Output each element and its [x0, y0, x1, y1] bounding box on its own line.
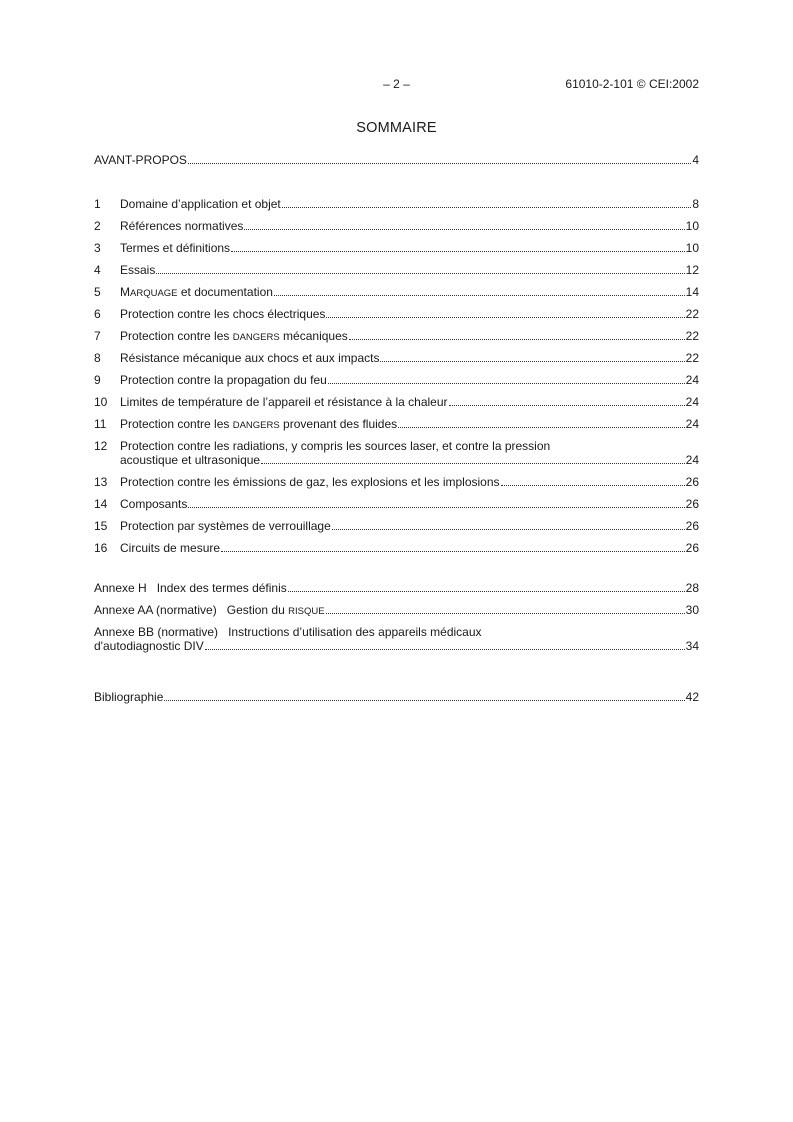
- toc-page-number: 4: [692, 153, 699, 167]
- toc-entry-text: Bibliographie: [94, 690, 164, 704]
- toc-annex-label: Annexe H: [94, 581, 147, 595]
- toc-entry-text: Circuits de mesure: [120, 541, 221, 555]
- toc-clause-number: 13: [94, 475, 108, 489]
- toc-text-smallcaps: DANGERS: [232, 332, 280, 343]
- toc-entry-clause-11[interactable]: [94, 417, 699, 439]
- toc-leader-dots: [349, 338, 685, 340]
- toc-leader-dots: [328, 382, 685, 384]
- toc-entry-text: [120, 285, 273, 301]
- toc-leader-dots: [326, 612, 685, 614]
- toc-entry-text-line2: acoustique et ultrasonique: [120, 453, 261, 467]
- toc-page-number: 42: [685, 690, 699, 704]
- page-header: [94, 77, 699, 93]
- toc-page-number: 14: [685, 285, 699, 299]
- toc-clause-number: 1: [94, 197, 101, 211]
- toc-page-number: 30: [685, 603, 699, 617]
- toc-page-number: 10: [685, 241, 699, 255]
- toc-entry-text: Limites de température de l’appareil et résistance à la chaleur: [120, 395, 448, 409]
- toc-entry-clause-9[interactable]: [94, 373, 699, 395]
- toc-entry-clause-15[interactable]: [94, 519, 699, 541]
- toc-entry-annex-bb[interactable]: [94, 625, 699, 661]
- toc-entry-clause-4[interactable]: [94, 263, 699, 285]
- toc-clause-number: 3: [94, 241, 101, 255]
- toc-page-number: 12: [685, 263, 699, 277]
- toc-entry-text: [120, 329, 348, 345]
- toc-entry-text: Composants: [120, 497, 188, 511]
- toc-leader-dots: [332, 528, 685, 530]
- toc-leader-dots: [261, 462, 685, 464]
- toc-entry-text: Protection par systèmes de verrouillage: [120, 519, 331, 533]
- toc-text-smallcaps: DANGERS: [232, 420, 280, 431]
- toc-page-number: 24: [685, 373, 699, 387]
- toc-clause-number: 14: [94, 497, 108, 511]
- page-number: – 2 –: [383, 77, 410, 91]
- toc-entry-annex-h[interactable]: [94, 581, 699, 603]
- toc-leader-dots: [326, 316, 684, 318]
- toc-page-number: 26: [685, 475, 699, 489]
- toc-entry-clause-13[interactable]: [94, 475, 699, 497]
- toc-leader-dots: [449, 404, 685, 406]
- toc-text-smallcaps: ARQUAGE: [130, 288, 178, 299]
- toc-foreword: [94, 153, 699, 175]
- toc-entry-text: Protection contre la propagation du feu: [120, 373, 327, 387]
- toc-bibliography: [94, 690, 699, 712]
- toc-entry-clause-6[interactable]: [94, 307, 699, 329]
- toc-clauses: [94, 197, 699, 563]
- toc-entry-text: Protection contre les chocs électriques: [120, 307, 326, 321]
- toc-text-part: Protection contre les: [120, 417, 233, 431]
- toc-page-number: 10: [685, 219, 699, 233]
- toc-page-number: 22: [685, 351, 699, 365]
- toc-page-number: 24: [685, 417, 699, 431]
- toc-entry-text-line2: d'autodiagnostic DIV: [94, 639, 204, 653]
- toc-text-part: M: [120, 285, 130, 299]
- toc-leader-dots: [156, 272, 684, 274]
- toc-annexes: [94, 581, 699, 661]
- toc-page-number: 22: [685, 329, 699, 343]
- toc-entry-clause-14[interactable]: [94, 497, 699, 519]
- toc-text-part: Protection contre les: [120, 329, 233, 343]
- toc-entry-text: Index des termes définis: [156, 581, 287, 595]
- toc-text-part: provenant des fluides: [279, 417, 398, 431]
- toc-page-number: 26: [685, 541, 699, 555]
- toc-entry-text: [227, 603, 325, 619]
- toc-entry-clause-3[interactable]: [94, 241, 699, 263]
- toc-entry-clause-2[interactable]: [94, 219, 699, 241]
- toc-entry-clause-10[interactable]: [94, 395, 699, 417]
- toc-entry-annex-aa[interactable]: [94, 603, 699, 625]
- toc-clause-number: 7: [94, 329, 101, 343]
- toc-text-part: Gestion du: [226, 603, 289, 617]
- toc-leader-dots: [501, 484, 685, 486]
- toc-clause-number: 16: [94, 541, 108, 555]
- toc-leader-dots: [188, 162, 691, 164]
- toc-entry-text: Résistance mécanique aux chocs et aux impacts: [120, 351, 380, 365]
- toc-page-number: 26: [685, 497, 699, 511]
- toc-entry-text-line1: Protection contre les radiations, y compris les sources laser, et contre la pression: [120, 439, 551, 453]
- toc-clause-number: 12: [94, 439, 108, 453]
- standard-reference: 61010-2-101 © CEI:2002: [565, 77, 699, 91]
- toc-text-part: Instructions d’utilisation des appareils médicaux: [228, 625, 482, 639]
- toc-annex-label: Annexe AA (normative): [94, 603, 217, 617]
- toc-clause-number: 11: [94, 417, 107, 431]
- toc-entry-clause-7[interactable]: [94, 329, 699, 351]
- toc-leader-dots: [231, 250, 685, 252]
- toc-leader-dots: [205, 648, 685, 650]
- toc-leader-dots: [288, 590, 685, 592]
- toc-entry-clause-5[interactable]: [94, 285, 699, 307]
- toc-leader-dots: [164, 699, 684, 701]
- toc-page-number: 24: [685, 395, 699, 409]
- toc-entry-text: AVANT-PROPOS: [94, 153, 187, 167]
- toc-leader-dots: [221, 550, 685, 552]
- toc-page-number: 34: [685, 639, 699, 653]
- toc-entry-clause-8[interactable]: [94, 351, 699, 373]
- toc-entry-text: Essais: [120, 263, 156, 277]
- toc-clause-number: 9: [94, 373, 101, 387]
- toc-leader-dots: [398, 426, 685, 428]
- toc-leader-dots: [244, 228, 684, 230]
- toc-leader-dots: [274, 294, 685, 296]
- toc-page-number: 24: [685, 453, 699, 467]
- toc-entry-text: [120, 417, 397, 433]
- toc-entry-text-line1: [94, 625, 699, 639]
- toc-entry-bibliography[interactable]: [94, 690, 699, 712]
- toc-entry-clause-1[interactable]: [94, 197, 699, 219]
- toc-clause-number: 6: [94, 307, 101, 321]
- toc-annex-label: Annexe BB (normative): [94, 625, 219, 639]
- toc-clause-number: 8: [94, 351, 101, 365]
- toc-text-part: mécaniques: [279, 329, 348, 343]
- toc-entry-clause-16[interactable]: [94, 541, 699, 563]
- toc-entry-foreword[interactable]: [94, 153, 699, 175]
- toc-page-number: 22: [685, 307, 699, 321]
- toc-page-number: 8: [692, 197, 699, 211]
- toc-text-smallcaps: RISQUE: [288, 606, 325, 617]
- toc-leader-dots: [282, 206, 692, 208]
- toc-entry-text: Protection contre les émissions de gaz, les explosions et les implosions: [120, 475, 500, 489]
- toc-leader-dots: [380, 360, 684, 362]
- toc-page-number: 28: [685, 581, 699, 595]
- toc-clause-number: 2: [94, 219, 101, 233]
- toc-clause-number: 15: [94, 519, 108, 533]
- toc-clause-number: 5: [94, 285, 101, 299]
- toc-page-number: 26: [685, 519, 699, 533]
- toc-clause-number: 10: [94, 395, 108, 409]
- toc-entry-clause-12[interactable]: [94, 439, 699, 475]
- toc-title: SOMMAIRE: [356, 120, 437, 136]
- toc-text-part: et documentation: [177, 285, 273, 299]
- toc-clause-number: 4: [94, 263, 101, 277]
- toc-entry-text: Références normatives: [120, 219, 244, 233]
- toc-entry-text: Termes et définitions: [120, 241, 231, 255]
- toc-entry-text: Domaine d’application et objet: [120, 197, 281, 211]
- toc-leader-dots: [188, 506, 684, 508]
